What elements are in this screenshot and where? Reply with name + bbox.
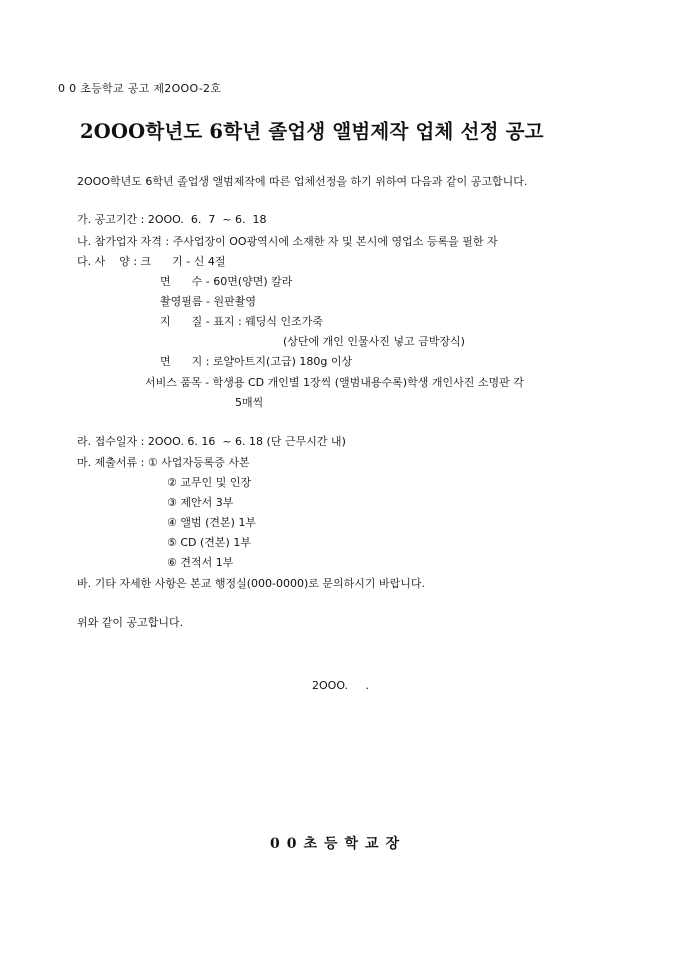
- required-doc-item: ② 교무인 및 인장: [167, 476, 252, 489]
- principal-signature: 00초등학교장: [270, 836, 407, 852]
- closing-text: 위와 같이 공고합니다.: [77, 616, 184, 629]
- notice-period: 가. 공고기간 : 2OOO. 6. 7 ~ 6. 18: [77, 213, 267, 226]
- spec-material-note: (상단에 개인 인물사진 넣고 금박장식): [283, 335, 465, 348]
- spec-service: 서비스 품목 - 학생용 CD 개인별 1장씩 (앨범내용수록)학생 개인사진 소명판 각: [145, 376, 524, 389]
- required-doc-item: ③ 제안서 3부: [167, 496, 234, 509]
- spec-paper: 면 지 : 로얄아트지(고급) 180g 이상: [160, 355, 353, 368]
- required-docs: 마. 제출서류 : ① 사업자등록증 사본: [77, 456, 250, 469]
- required-doc-item: ⑤ CD (견본) 1부: [167, 536, 251, 549]
- participant-qualification: 나. 참가업자 자격 : 주사업장이 OO광역시에 소재한 자 및 본시에 영업소 등록을 필한 자: [77, 235, 498, 248]
- page-title: 2OOO학년도 6학년 졸업생 앨범제작 업체 선정 공고: [80, 120, 544, 143]
- spec-pages: 면 수 - 60면(양면) 칼라: [160, 275, 293, 288]
- issue-date: 2OOO. .: [312, 679, 370, 692]
- spec-material: 지 질 - 표지 : 웨딩식 인조가죽: [160, 315, 324, 328]
- required-doc-item: ⑥ 견적서 1부: [167, 556, 234, 569]
- intro-text: 2OOO학년도 6학년 졸업생 앨범제작에 따른 업체선정을 하기 위하여 다음과 같이 공고합니다.: [77, 175, 528, 188]
- other-info: 바. 기타 자세한 사항은 본교 행정실(000-0000)로 문의하시기 바랍니다.: [77, 577, 426, 590]
- spec-film: 촬영필름 - 원판촬영: [160, 295, 256, 308]
- required-doc-item: ④ 앨범 (견본) 1부: [167, 516, 257, 529]
- receipt-date: 라. 접수일자 : 2OOO. 6. 16 ~ 6. 18 (단 근무시간 내): [77, 435, 346, 448]
- spec-size: 다. 사 양 : 크 기 - 신 4절: [77, 255, 226, 268]
- spec-service-continued: 5매씩: [235, 396, 264, 409]
- document-number: 0 0 초등학교 공고 제2OOO-2호: [58, 82, 222, 95]
